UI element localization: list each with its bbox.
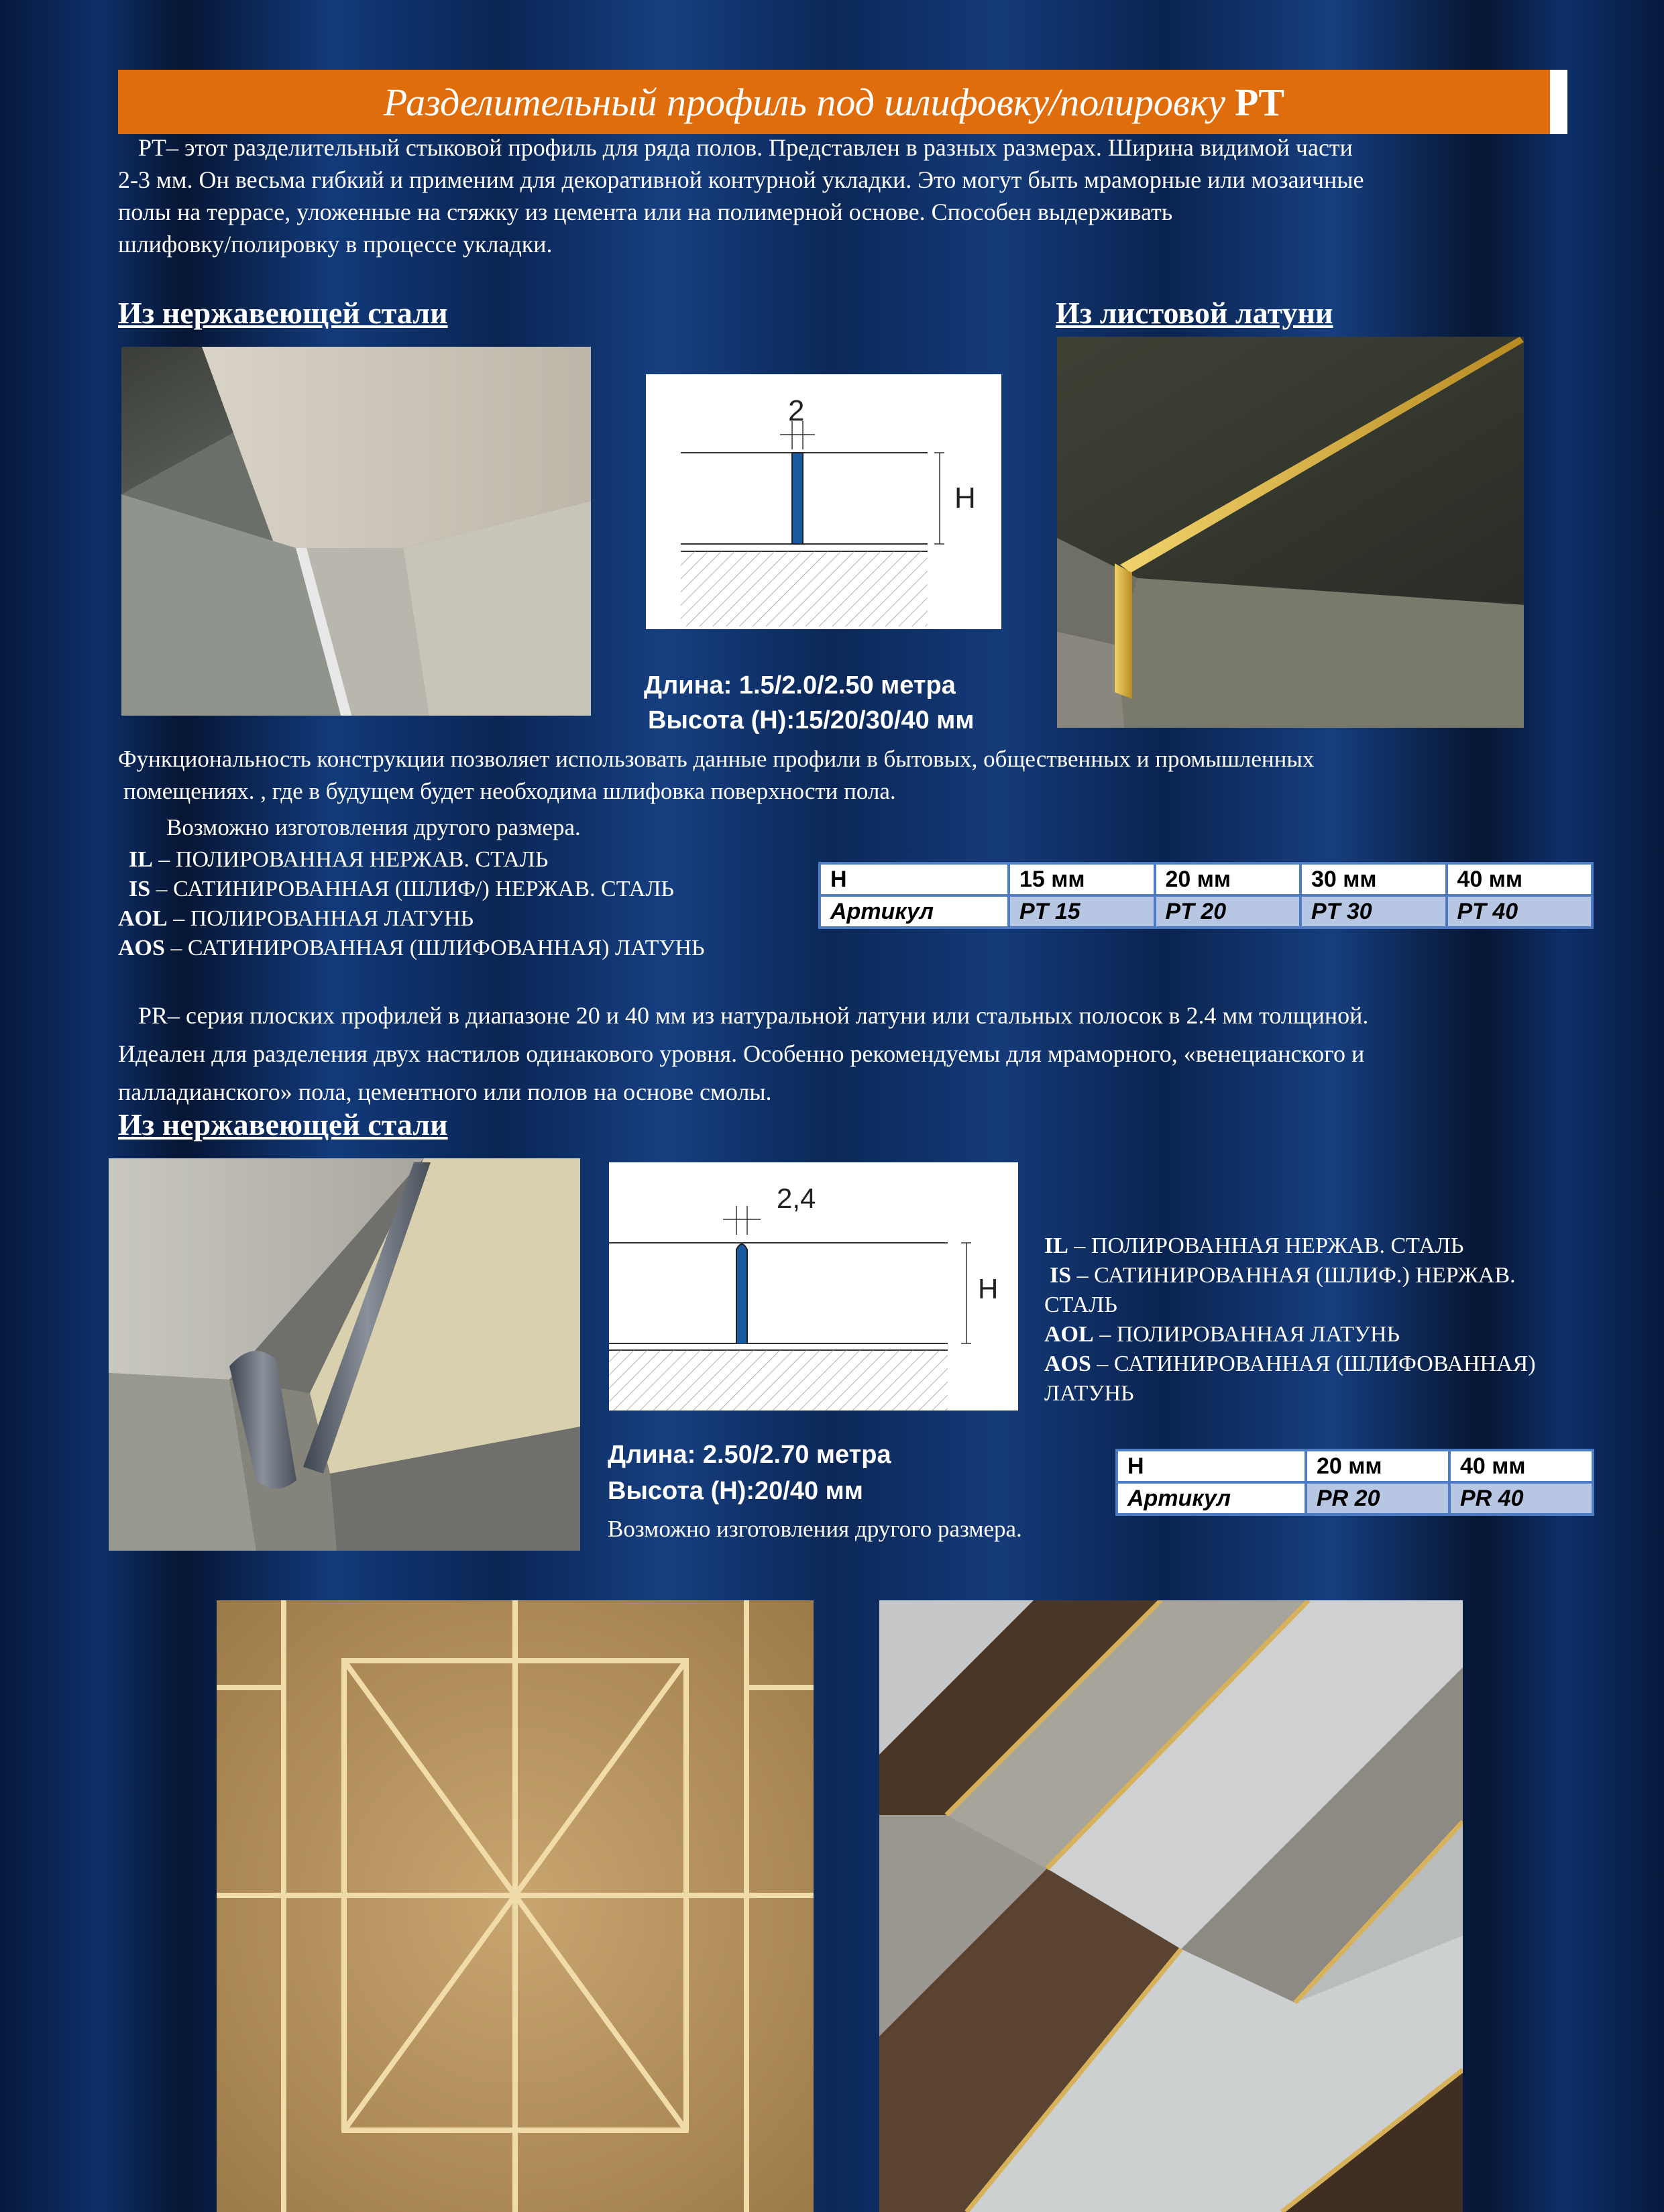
pt-length: Длина: 1.5/2.0/2.50 метра bbox=[644, 671, 956, 700]
pr-codes-list: IL – ПОЛИРОВАННАЯ НЕРЖАВ. СТАЛЬ IS – САТИНИРОВАННАЯ (ШЛИФ.) НЕРЖАВ. СТАЛЬ AOL – ПОЛИРОВАННАЯ ЛАТУНЬ AOS – САТИНИРОВАННАЯ (ШЛИФОВАННАЯ) ЛАТУНЬ bbox=[1044, 1233, 1536, 1406]
pt-profile-drawing bbox=[646, 374, 1001, 629]
pt-height-label: H bbox=[954, 482, 976, 514]
pr-profile-drawing bbox=[609, 1162, 1018, 1411]
pt-height: Высота (H):15/20/30/40 мм bbox=[648, 706, 975, 734]
pt-custom-size: Возможно изготовления другого размера. bbox=[166, 814, 581, 840]
heading-stainless: Из нержавеющей стали bbox=[118, 296, 448, 330]
pr-article-table bbox=[1115, 1449, 1594, 1516]
table-row: H 20 мм 40 мм bbox=[1117, 1450, 1593, 1482]
pt-codes-list: IL – ПОЛИРОВАННАЯ НЕРЖАВ. СТАЛЬ IS – САТИНИРОВАННАЯ (ШЛИФ/) НЕРЖАВ. СТАЛЬ AOL – ПОЛИРОВАННАЯ ЛАТУНЬ AOS – САТИНИРОВАННАЯ (ШЛИФОВАННАЯ) ЛАТУНЬ bbox=[118, 847, 705, 960]
pr-height-label: H bbox=[978, 1273, 999, 1305]
pr-intro: PR– серия плоских профилей в диапазоне 20 и 40 мм из натуральной латуни или стальных полосок в 2.4 мм толщиной. Идеален для разделения двух настилов одинакового уровня. Особенно рекомендуемы для мраморного, «венецианского и палладианского» пола, цементного или полов на основе смолы. bbox=[118, 1002, 1369, 1105]
parquet-floor-photo bbox=[879, 1600, 1463, 2212]
pr-profile-photo bbox=[109, 1158, 580, 1551]
page-title: Разделительный профиль под шлифовку/полировку PT bbox=[118, 70, 1567, 134]
pr-width-label: 2,4 bbox=[777, 1182, 816, 1214]
table-row: Артикул PR 20 PR 40 bbox=[1117, 1482, 1593, 1514]
tile-floor-photo bbox=[217, 1600, 814, 2212]
heading-stainless-pr: Из нержавеющей стали bbox=[118, 1107, 448, 1142]
pr-height: Высота (H):20/40 мм bbox=[608, 1477, 863, 1505]
table-row: Артикул PT 15 PT 20 PT 30 PT 40 bbox=[820, 895, 1592, 928]
brass-profile-photo bbox=[1057, 337, 1524, 728]
pr-length: Длина: 2.50/2.70 метра bbox=[608, 1441, 891, 1469]
function-text: Функциональность конструкции позволяет использовать данные профили в бытовых, общественных и промышленных помещениях. , где в будущем будет необходима шлифовка поверхности пола. bbox=[118, 746, 1315, 804]
stainless-profile-photo bbox=[121, 347, 591, 716]
heading-brass: Из листовой латуни bbox=[1056, 296, 1333, 330]
pt-article-table bbox=[818, 862, 1594, 929]
pt-intro: PT– этот разделительный стыковой профиль для ряда полов. Представлен в разных размерах. Ширина видимой части 2-3 мм. Он весьма гибкий и применим для декоративной контурной укладки. Это могут быть мраморные или мозаичные полы на террасе, уложенные на стяжку из цемента или на полимерной основе. Способен выдерживать шлифовку/полировку в процессе укладки. bbox=[118, 134, 1364, 258]
table-row: H 15 мм 20 мм 30 мм 40 мм bbox=[820, 863, 1592, 895]
pr-custom-size: Возможно изготовления другого размера. bbox=[608, 1516, 1022, 1542]
pt-width-label: 2 bbox=[788, 394, 805, 427]
